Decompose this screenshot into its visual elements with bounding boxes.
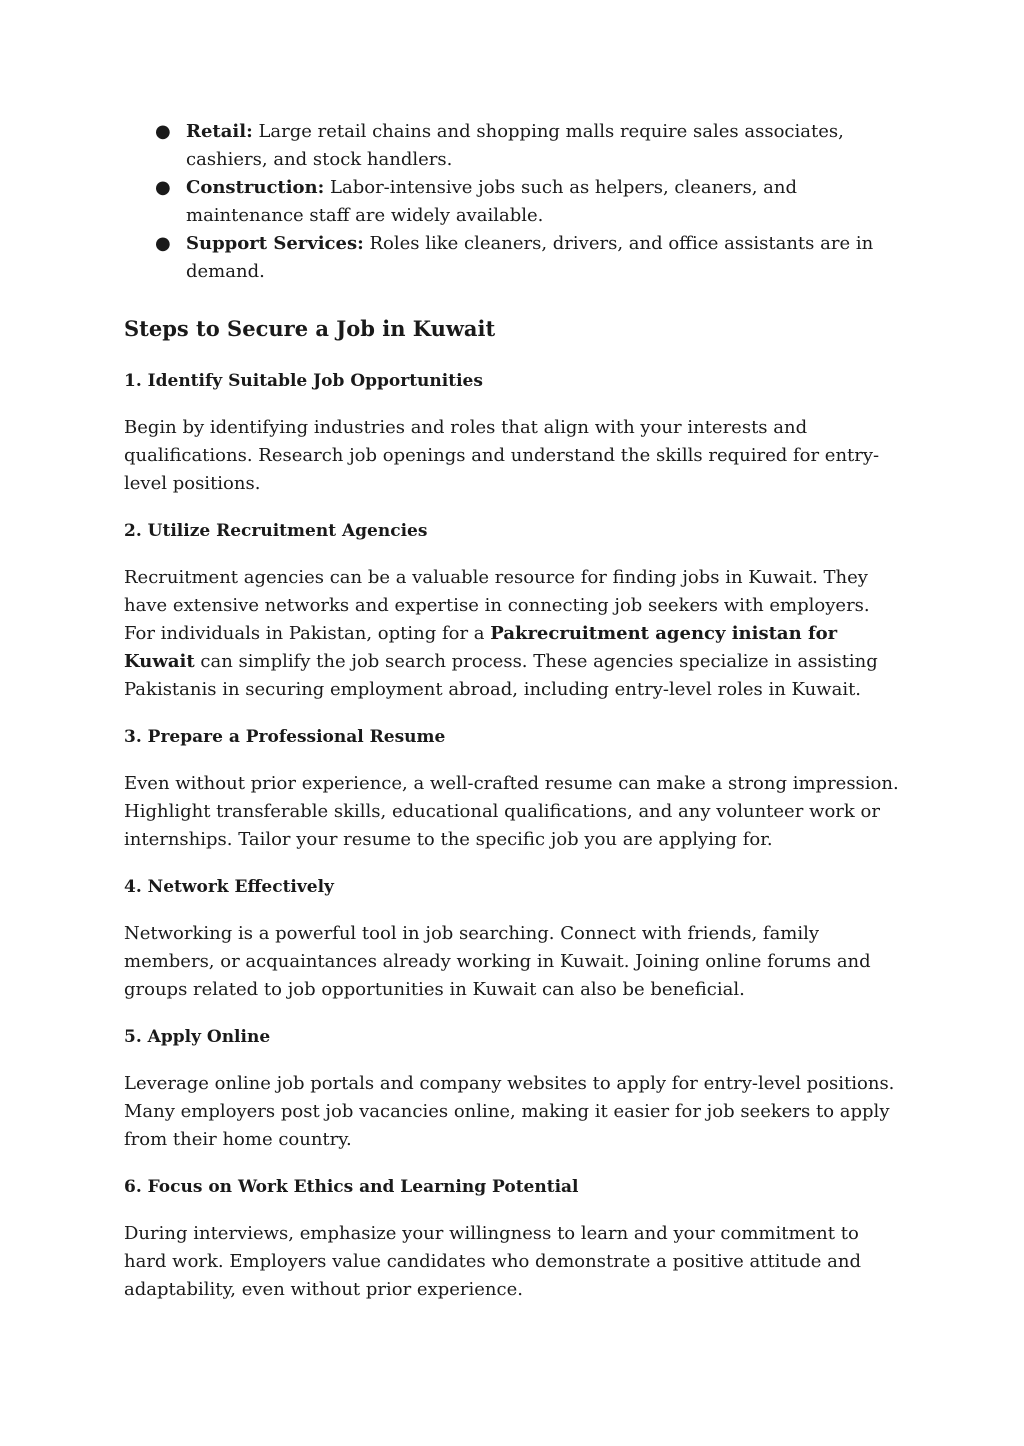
- list-item: [124, 230, 904, 286]
- industry-bullet-list: [124, 118, 904, 286]
- agency-keyword-link[interactable]: Pakrecruitment agency inistan for Kuwait: [124, 623, 838, 672]
- step-title: 5. Apply Online: [124, 1027, 271, 1047]
- step-title: 4. Network Effectively: [124, 877, 334, 897]
- bullet-text: Roles like cleaners, drivers, and office assistants are in demand.: [186, 233, 874, 282]
- bullet-text: Labor-intensive jobs such as helpers, cleaners, and maintenance staff are widely available.: [186, 177, 797, 226]
- step-body: [124, 564, 904, 704]
- step-body: Begin by identifying industries and roles that align with your interests and qualifications. Research job openings and understand the skills required for entry-level positions.: [124, 417, 880, 494]
- step-title: 3. Prepare a Professional Resume: [124, 727, 446, 747]
- bullet-label: Support Services:: [186, 233, 364, 254]
- bullet-icon: ●: [155, 233, 171, 254]
- step-body-text: can simplify the job search process. These agencies specialize in assisting Pakistanis in securing employment abroad, including entry-level roles in Kuwait.: [124, 651, 878, 700]
- bullet-label: Construction:: [186, 177, 325, 198]
- step-body: Leverage online job portals and company websites to apply for entry-level positions. Many employers post job vacancies online, making it easier for job seekers to apply from their home country.: [124, 1073, 895, 1150]
- step-title: 1. Identify Suitable Job Opportunities: [124, 371, 483, 391]
- step-body: During interviews, emphasize your willingness to learn and your commitment to hard work. Employers value candidates who demonstrate a positive attitude and adaptability, even without prior experience.: [124, 1223, 861, 1300]
- step-body: Even without prior experience, a well-crafted resume can make a strong impression. Highlight transferable skills, educational qualifications, and any volunteer work or internships. Tailor your resume to the specific job you are applying for.: [124, 773, 899, 850]
- step-body-text: Recruitment agencies can be a valuable resource for finding jobs in Kuwait. They have extensive networks and expertise in connecting job seekers with employers. For individuals in Pakistan, opting for a: [124, 567, 870, 644]
- bullet-icon: ●: [155, 121, 171, 142]
- bullet-icon: ●: [155, 177, 171, 198]
- step-title: 2. Utilize Recruitment Agencies: [124, 521, 428, 541]
- bullet-text: Large retail chains and shopping malls require sales associates, cashiers, and stock handlers.: [186, 121, 844, 170]
- list-item: [124, 174, 904, 230]
- bullet-label: Retail:: [186, 121, 253, 142]
- list-item: [124, 118, 904, 174]
- document-page: [124, 118, 904, 1304]
- step-body: Networking is a powerful tool in job searching. Connect with friends, family members, or acquaintances already working in Kuwait. Joining online forums and groups related to job opportunities in Kuwait can also be beneficial.: [124, 923, 871, 1000]
- step-title: 6. Focus on Work Ethics and Learning Potential: [124, 1177, 579, 1197]
- section-title: Steps to Secure a Job in Kuwait: [124, 316, 496, 341]
